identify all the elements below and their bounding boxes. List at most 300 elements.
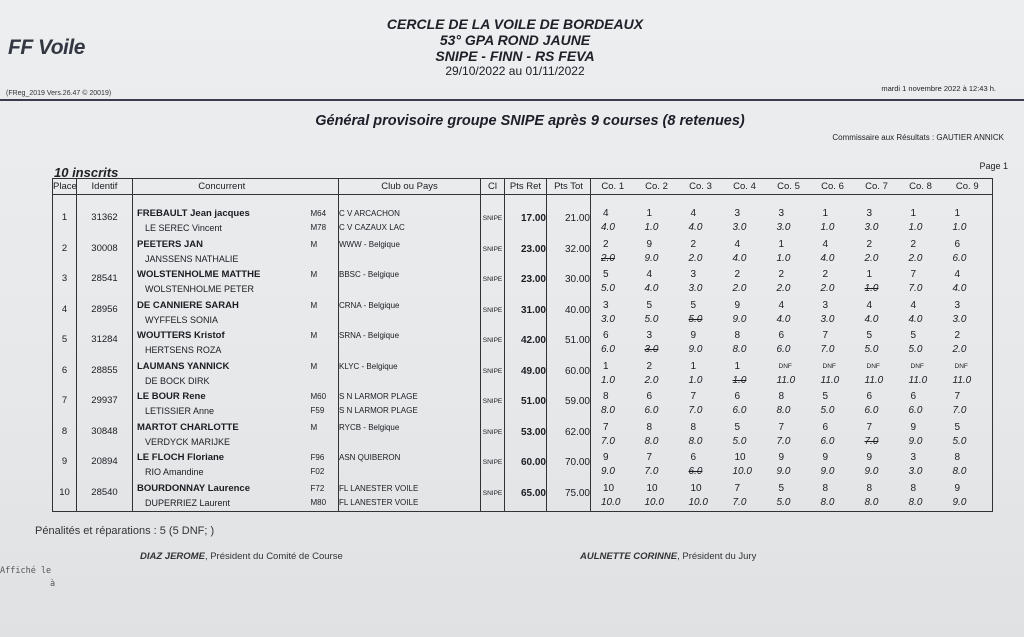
pts-ret-value: 60.00 xyxy=(520,457,546,468)
pts-tot-cell xyxy=(547,328,591,359)
race-5-cell xyxy=(767,298,811,329)
race-points: 7.0 xyxy=(688,405,703,416)
helm-name: LE BOUR Rene xyxy=(137,391,206,402)
race-6-cell xyxy=(811,328,855,359)
helm-club: KLYC - Belgique xyxy=(339,361,398,371)
race-6-cell xyxy=(811,237,855,268)
category-cell xyxy=(311,298,339,329)
race-7-cell xyxy=(855,481,899,512)
pts-ret-value: 65.00 xyxy=(520,487,546,499)
race-rank: 3 xyxy=(910,452,917,463)
race-7-cell xyxy=(855,237,899,268)
race-5-cell xyxy=(767,389,811,420)
spacer-cell xyxy=(481,195,505,207)
race-1-cell xyxy=(591,420,635,451)
race-points: 7.0 xyxy=(820,344,835,355)
race-3-cell xyxy=(679,359,723,390)
entries-count: 10 inscrits xyxy=(54,165,119,180)
race-points: 7.0 xyxy=(908,283,923,294)
race-points: 5.0 xyxy=(601,283,615,294)
race-rank: 9 xyxy=(866,452,873,463)
helm-category: F96 xyxy=(310,453,325,462)
table-row xyxy=(53,359,993,390)
race-1-cell xyxy=(591,237,635,268)
helm-club: C V ARCACHON xyxy=(339,209,400,218)
place-cell xyxy=(53,267,77,298)
identif-cell xyxy=(77,206,133,237)
race-rank: 1 xyxy=(646,208,653,219)
race-4-cell xyxy=(723,450,767,481)
spacer-cell xyxy=(311,195,339,207)
pts-tot-value: 75.00 xyxy=(564,487,590,499)
race-points: 5.0 xyxy=(952,435,967,447)
race-9-cell xyxy=(943,206,993,237)
race-2-cell xyxy=(635,450,679,481)
class-cell xyxy=(481,359,505,390)
col-identif: Identif xyxy=(77,179,133,195)
race-7-cell xyxy=(855,328,899,359)
identif-value: 31284 xyxy=(91,334,118,345)
race-3-cell xyxy=(679,298,723,329)
crew-category: F59 xyxy=(310,406,325,415)
race-rank: DNF xyxy=(778,362,792,370)
identif-value: 30848 xyxy=(91,425,118,437)
race-rank: 2 xyxy=(822,269,829,280)
race-3-cell xyxy=(679,420,723,451)
race-rank: 6 xyxy=(910,391,917,402)
race-4-cell xyxy=(723,298,767,329)
club-cell xyxy=(339,359,481,390)
race-5-cell xyxy=(767,420,811,451)
race-rank: 6 xyxy=(603,330,609,341)
race-rank: 8 xyxy=(910,482,917,494)
class-cell xyxy=(481,298,505,329)
race-rank: 8 xyxy=(822,482,829,494)
race-6-cell xyxy=(811,267,855,298)
race-5-cell xyxy=(767,450,811,481)
class-value: SNIPE xyxy=(482,367,503,375)
race-points: 3.0 xyxy=(644,344,659,355)
ffvoile-logo: FF Voile xyxy=(8,36,85,59)
concurrent-cell xyxy=(133,298,311,329)
place-cell xyxy=(53,359,77,390)
race-rank: 9 xyxy=(690,330,697,341)
race-points: 8.0 xyxy=(644,435,659,447)
class-cell xyxy=(481,389,505,420)
race-6-cell xyxy=(811,389,855,420)
race-rank: 4 xyxy=(778,299,785,311)
class-value: SNIPE xyxy=(482,306,503,314)
club-cell xyxy=(339,328,481,359)
helm-category: M xyxy=(310,239,318,249)
col-place: Place xyxy=(53,179,77,195)
race-points: 3.0 xyxy=(864,222,879,233)
race-2-cell xyxy=(635,206,679,237)
category-cell xyxy=(311,389,339,420)
race-points: 8.0 xyxy=(601,405,615,416)
race-points: 4.0 xyxy=(776,313,791,325)
race-points: 6.0 xyxy=(601,344,615,355)
crew-name: WYFFELS SONIA xyxy=(145,314,219,325)
race-rank: 5 xyxy=(910,330,917,341)
identif-cell xyxy=(77,389,133,420)
pts-tot-cell xyxy=(547,267,591,298)
race-rank: 7 xyxy=(866,421,873,433)
pts-ret-value: 23.00 xyxy=(520,243,546,255)
race-rank: 1 xyxy=(910,208,917,219)
race-4-cell xyxy=(723,237,767,268)
helm-club: S N LARMOR PLAGE xyxy=(339,392,418,401)
crew-name: LETISSIER Anne xyxy=(145,406,215,416)
col-class: Cl xyxy=(481,179,505,195)
col-race-4: Co. 4 xyxy=(723,179,767,195)
race-rank: 10 xyxy=(603,482,615,494)
helm-name: LAUMANS YANNICK xyxy=(137,360,230,372)
crew-name: DE BOCK DIRK xyxy=(145,375,210,386)
club-cell xyxy=(339,389,481,420)
spacer-cell xyxy=(547,195,591,207)
race-president-name: DIAZ JEROME xyxy=(140,551,205,562)
race-rank: 9 xyxy=(910,421,917,433)
spacer-cell xyxy=(77,195,133,207)
race-rank: 2 xyxy=(646,360,653,372)
race-rank: 8 xyxy=(734,330,741,341)
spacer-cell xyxy=(635,195,679,207)
race-committee-signature xyxy=(140,551,343,562)
race-1-cell xyxy=(591,450,635,481)
race-8-cell xyxy=(899,420,943,451)
table-row xyxy=(53,389,993,420)
race-rank: 7 xyxy=(646,452,653,463)
helm-club: RYCB - Belgique xyxy=(339,422,400,432)
col-category xyxy=(311,179,339,195)
race-points: 3.0 xyxy=(952,313,967,325)
race-rank: 7 xyxy=(778,421,785,433)
race-8-cell xyxy=(899,359,943,390)
race-points: 6.0 xyxy=(732,405,747,416)
pts-ret-cell xyxy=(505,237,547,268)
race-points: 7.0 xyxy=(952,405,967,416)
race-points: 6.0 xyxy=(776,344,791,355)
race-rank: 6 xyxy=(866,391,873,402)
pts-ret-value: 51.00 xyxy=(520,396,546,407)
race-points: 11.0 xyxy=(908,374,928,386)
race-rank: 4 xyxy=(954,269,961,280)
race-rank: 6 xyxy=(954,238,961,250)
race-rank: 3 xyxy=(866,208,873,219)
race-8-cell xyxy=(899,450,943,481)
race-rank: 3 xyxy=(690,269,697,280)
col-race-8: Co. 8 xyxy=(899,179,943,195)
race-9-cell xyxy=(943,298,993,329)
helm-category: M xyxy=(310,422,318,432)
race-rank: 9 xyxy=(646,238,653,250)
class-value: SNIPE xyxy=(482,489,503,497)
race-points: 2.0 xyxy=(601,252,615,264)
identif-value: 28855 xyxy=(91,364,118,376)
place-cell xyxy=(53,328,77,359)
place-cell xyxy=(53,237,77,268)
race-rank: 2 xyxy=(778,269,785,280)
category-cell xyxy=(311,420,339,451)
race-points: 5.0 xyxy=(908,344,923,355)
identif-cell xyxy=(77,450,133,481)
race-4-cell xyxy=(723,206,767,237)
race-rank: 4 xyxy=(822,238,829,250)
race-points: 5.0 xyxy=(864,344,879,355)
race-1-cell xyxy=(591,389,635,420)
race-7-cell xyxy=(855,450,899,481)
helm-name: WOLSTENHOLME MATTHE xyxy=(137,269,261,280)
race-4-cell xyxy=(723,328,767,359)
table-row xyxy=(53,298,993,329)
race-3-cell xyxy=(679,389,723,420)
place-value: 6 xyxy=(61,364,68,376)
pts-ret-value: 49.00 xyxy=(520,365,546,377)
race-2-cell xyxy=(635,237,679,268)
race-points: 10.0 xyxy=(688,496,708,508)
race-rank: 5 xyxy=(690,299,697,311)
race-4-cell xyxy=(723,481,767,512)
race-rank: 3 xyxy=(603,299,609,311)
race-rank: 1 xyxy=(734,360,741,372)
place-value: 10 xyxy=(59,486,70,498)
helm-name: FREBAULT Jean jacques xyxy=(137,208,250,219)
race-president-role: , Président du Comité de Course xyxy=(204,551,343,562)
race-points: 7.0 xyxy=(732,496,747,508)
race-rank: 2 xyxy=(866,238,873,250)
race-rank: 10 xyxy=(734,452,746,463)
race-2-cell xyxy=(635,359,679,390)
pts-tot-value: 40.00 xyxy=(564,304,590,316)
race-2-cell xyxy=(635,328,679,359)
race-rank: 1 xyxy=(866,269,873,280)
helm-club: BBSC - Belgique xyxy=(339,270,400,279)
table-row xyxy=(53,328,993,359)
class-value: SNIPE xyxy=(482,215,503,222)
race-5-cell xyxy=(767,481,811,512)
race-rank: DNF xyxy=(822,362,836,370)
spacer-cell xyxy=(133,195,311,207)
race-2-cell xyxy=(635,420,679,451)
pts-tot-cell xyxy=(547,481,591,512)
pts-ret-cell xyxy=(505,359,547,390)
race-1-cell xyxy=(591,481,635,512)
club-cell xyxy=(339,206,481,237)
race-2-cell xyxy=(635,389,679,420)
class-value: SNIPE xyxy=(482,428,503,436)
race-rank: 3 xyxy=(778,208,785,219)
race-rank: 4 xyxy=(910,299,917,311)
race-9-cell xyxy=(943,389,993,420)
identif-cell xyxy=(77,237,133,268)
pts-ret-cell xyxy=(505,267,547,298)
race-6-cell xyxy=(811,298,855,329)
table-row xyxy=(53,450,993,481)
table-row xyxy=(53,237,993,268)
identif-cell xyxy=(77,328,133,359)
race-8-cell xyxy=(899,328,943,359)
pts-ret-cell xyxy=(505,298,547,329)
race-rank: 7 xyxy=(690,391,697,402)
race-rank: 8 xyxy=(778,391,785,402)
place-cell xyxy=(53,389,77,420)
jury-president-role: , Président du Jury xyxy=(677,551,757,562)
place-cell xyxy=(53,298,77,329)
race-points: 7.0 xyxy=(776,435,791,447)
pts-tot-value: 70.00 xyxy=(564,457,590,468)
pts-ret-cell xyxy=(505,420,547,451)
race-points: 4.0 xyxy=(688,222,703,233)
col-pts-ret: Pts Ret xyxy=(505,179,547,195)
pts-ret-cell xyxy=(505,481,547,512)
race-rank: 8 xyxy=(690,421,697,433)
race-points: 10.0 xyxy=(644,496,664,508)
spacer-row xyxy=(53,195,993,207)
class-value: SNIPE xyxy=(482,245,503,253)
race-9-cell xyxy=(943,481,993,512)
place-value: 9 xyxy=(61,456,68,467)
race-1-cell xyxy=(591,206,635,237)
place-value: 3 xyxy=(61,273,68,284)
race-points: 2.0 xyxy=(864,252,879,264)
table-row xyxy=(53,481,993,512)
race-rank: 2 xyxy=(690,238,697,250)
pts-tot-value: 30.00 xyxy=(564,274,590,285)
pts-tot-value: 60.00 xyxy=(564,365,590,377)
race-points: 3.0 xyxy=(908,466,923,477)
category-cell xyxy=(311,328,339,359)
race-9-cell xyxy=(943,237,993,268)
race-rank: 5 xyxy=(866,330,873,341)
race-rank: 8 xyxy=(603,391,609,402)
pts-ret-cell xyxy=(505,389,547,420)
race-points: 9.0 xyxy=(732,313,747,325)
race-8-cell xyxy=(899,298,943,329)
race-points: 7.0 xyxy=(601,435,615,447)
race-rank: 3 xyxy=(734,208,741,219)
race-rank: DNF xyxy=(866,362,880,370)
race-1-cell xyxy=(591,267,635,298)
crew-name: HERTSENS ROZA xyxy=(145,345,222,355)
race-rank: 3 xyxy=(822,299,829,311)
race-points: 9.0 xyxy=(644,252,659,264)
race-points: 5.0 xyxy=(776,496,791,508)
race-rank: 5 xyxy=(734,421,741,433)
race-8-cell xyxy=(899,481,943,512)
race-6-cell xyxy=(811,450,855,481)
race-3-cell xyxy=(679,206,723,237)
race-points: 8.0 xyxy=(908,496,923,508)
race-points: 3.0 xyxy=(732,222,747,233)
race-7-cell xyxy=(855,298,899,329)
class-value: SNIPE xyxy=(482,276,503,283)
crew-category: M80 xyxy=(310,497,327,507)
race-points: 10.0 xyxy=(732,466,752,477)
club-title: CERCLE DE LA VOILE DE BORDEAUX xyxy=(386,16,644,32)
club-cell xyxy=(339,298,481,329)
race-points: 5.0 xyxy=(820,405,835,416)
helm-club: CRNA - Belgique xyxy=(339,300,400,310)
race-rank: 10 xyxy=(646,482,658,494)
race-points: 2.0 xyxy=(644,374,659,386)
race-points: 6.0 xyxy=(688,466,703,477)
jury-signature xyxy=(580,551,756,562)
crew-category: M78 xyxy=(310,223,327,232)
club-cell xyxy=(339,267,481,298)
event-dates: 29/10/2022 au 01/11/2022 xyxy=(445,64,585,78)
identif-value: 28956 xyxy=(91,303,118,315)
crew-name: LE SEREC Vincent xyxy=(145,223,222,233)
place-value: 5 xyxy=(61,334,68,345)
race-points: 11.0 xyxy=(820,374,840,386)
helm-club: SRNA - Belgique xyxy=(339,331,400,340)
race-points: 6.0 xyxy=(908,405,923,416)
race-points: 2.0 xyxy=(820,283,835,294)
race-rank: 5 xyxy=(954,421,961,433)
race-rank: 2 xyxy=(734,269,741,280)
spacer-cell xyxy=(591,195,635,207)
table-row xyxy=(53,267,993,298)
race-points: 6.0 xyxy=(644,405,659,416)
race-rank: DNF xyxy=(954,362,968,370)
identif-value: 31362 xyxy=(91,212,118,223)
class-value: SNIPE xyxy=(482,398,503,405)
race-rank: 4 xyxy=(734,238,741,250)
spacer-cell xyxy=(339,195,481,207)
race-points: 8.0 xyxy=(688,435,703,447)
place-cell xyxy=(53,420,77,451)
race-8-cell xyxy=(899,267,943,298)
place-value: 4 xyxy=(61,303,68,315)
race-3-cell xyxy=(679,328,723,359)
helm-category: M64 xyxy=(310,209,327,218)
col-race-5: Co. 5 xyxy=(767,179,811,195)
col-race-1: Co. 1 xyxy=(591,179,635,195)
race-rank: 1 xyxy=(954,208,961,219)
race-points: 4.0 xyxy=(732,252,747,264)
concurrent-cell xyxy=(133,420,311,451)
class-cell xyxy=(481,328,505,359)
race-points: 2.0 xyxy=(776,283,791,294)
race-rank: 4 xyxy=(690,208,697,219)
race-points: 4.0 xyxy=(864,313,879,325)
race-1-cell xyxy=(591,359,635,390)
pts-ret-cell xyxy=(505,206,547,237)
race-points: 9.0 xyxy=(776,466,791,477)
identif-cell xyxy=(77,481,133,512)
class-cell xyxy=(481,481,505,512)
race-rank: 1 xyxy=(822,208,829,219)
class-value: SNIPE xyxy=(482,459,503,466)
race-3-cell xyxy=(679,481,723,512)
helm-name: DE CANNIERE SARAH xyxy=(137,299,239,311)
helm-category: F72 xyxy=(310,483,325,493)
posted-at-label: à xyxy=(50,579,56,589)
race-8-cell xyxy=(899,206,943,237)
spacer-cell xyxy=(679,195,723,207)
table-row xyxy=(53,206,993,237)
race-5-cell xyxy=(767,328,811,359)
crew-name: VERDYCK MARIJKE xyxy=(145,436,231,447)
race-points: 2.0 xyxy=(732,283,747,294)
race-rank: 5 xyxy=(646,299,653,311)
posted-stamp xyxy=(0,565,55,591)
race-points: 9.0 xyxy=(601,466,615,477)
race-3-cell xyxy=(679,450,723,481)
results-subtitle: Général provisoire groupe SNIPE après 9 courses (8 retenues) xyxy=(315,113,745,129)
pts-tot-value: 51.00 xyxy=(564,335,590,346)
